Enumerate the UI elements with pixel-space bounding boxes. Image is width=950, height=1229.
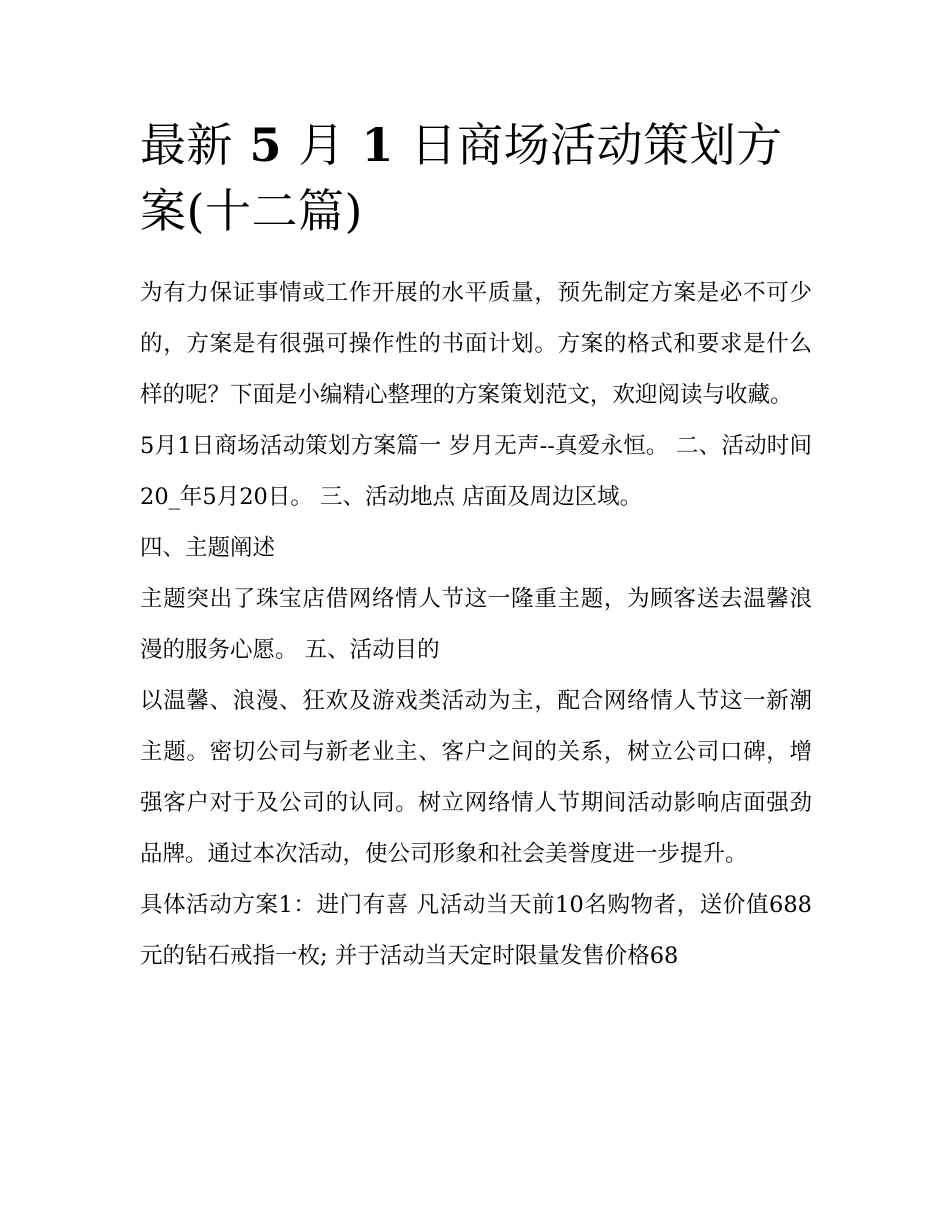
document-title: 最新 5 月 1 日商场活动策划方案(十二篇) [140, 118, 783, 238]
activity-paragraph: 具体活动方案1：进门有喜 凡活动当天前10名购物者，送价值688元的钻石戒指一枚; 并于活动当天定时限量发售价格68 [140, 892, 812, 969]
intro-paragraph: 为有力保证事情或工作开展的水平质量，预先制定方案是必不可少的，方案是有很强可操作性的书面计划。方案的格式和要求是什么样的呢？下面是小编精心整理的方案策划范文，欢迎阅读与收藏。 [140, 280, 812, 408]
document-page [140, 112, 812, 982]
theme-heading: 四、主题阐述 [140, 535, 276, 561]
purpose-paragraph: 以温馨、浪漫、狂欢及游戏类活动为主，配合网络情人节这一新潮主题。密切公司与新老业主、客户之间的关系，树立公司口碑，增强客户对于及公司的认同。树立网络情人节期间活动影响店面强劲品牌。通过本次活动，使公司形象和社会美誉度进一步提升。 [140, 688, 812, 867]
theme-paragraph: 主题突出了珠宝店借网络情人节这一隆重主题，为顾客送去温馨浪漫的服务心愿。 五、活动目的 [140, 586, 812, 663]
plan-one-paragraph: 5月1日商场活动策划方案篇一 岁月无声--真爱永恒。 二、活动时间 20_年5月20日。 三、活动地点 店面及周边区域。 [140, 433, 812, 510]
